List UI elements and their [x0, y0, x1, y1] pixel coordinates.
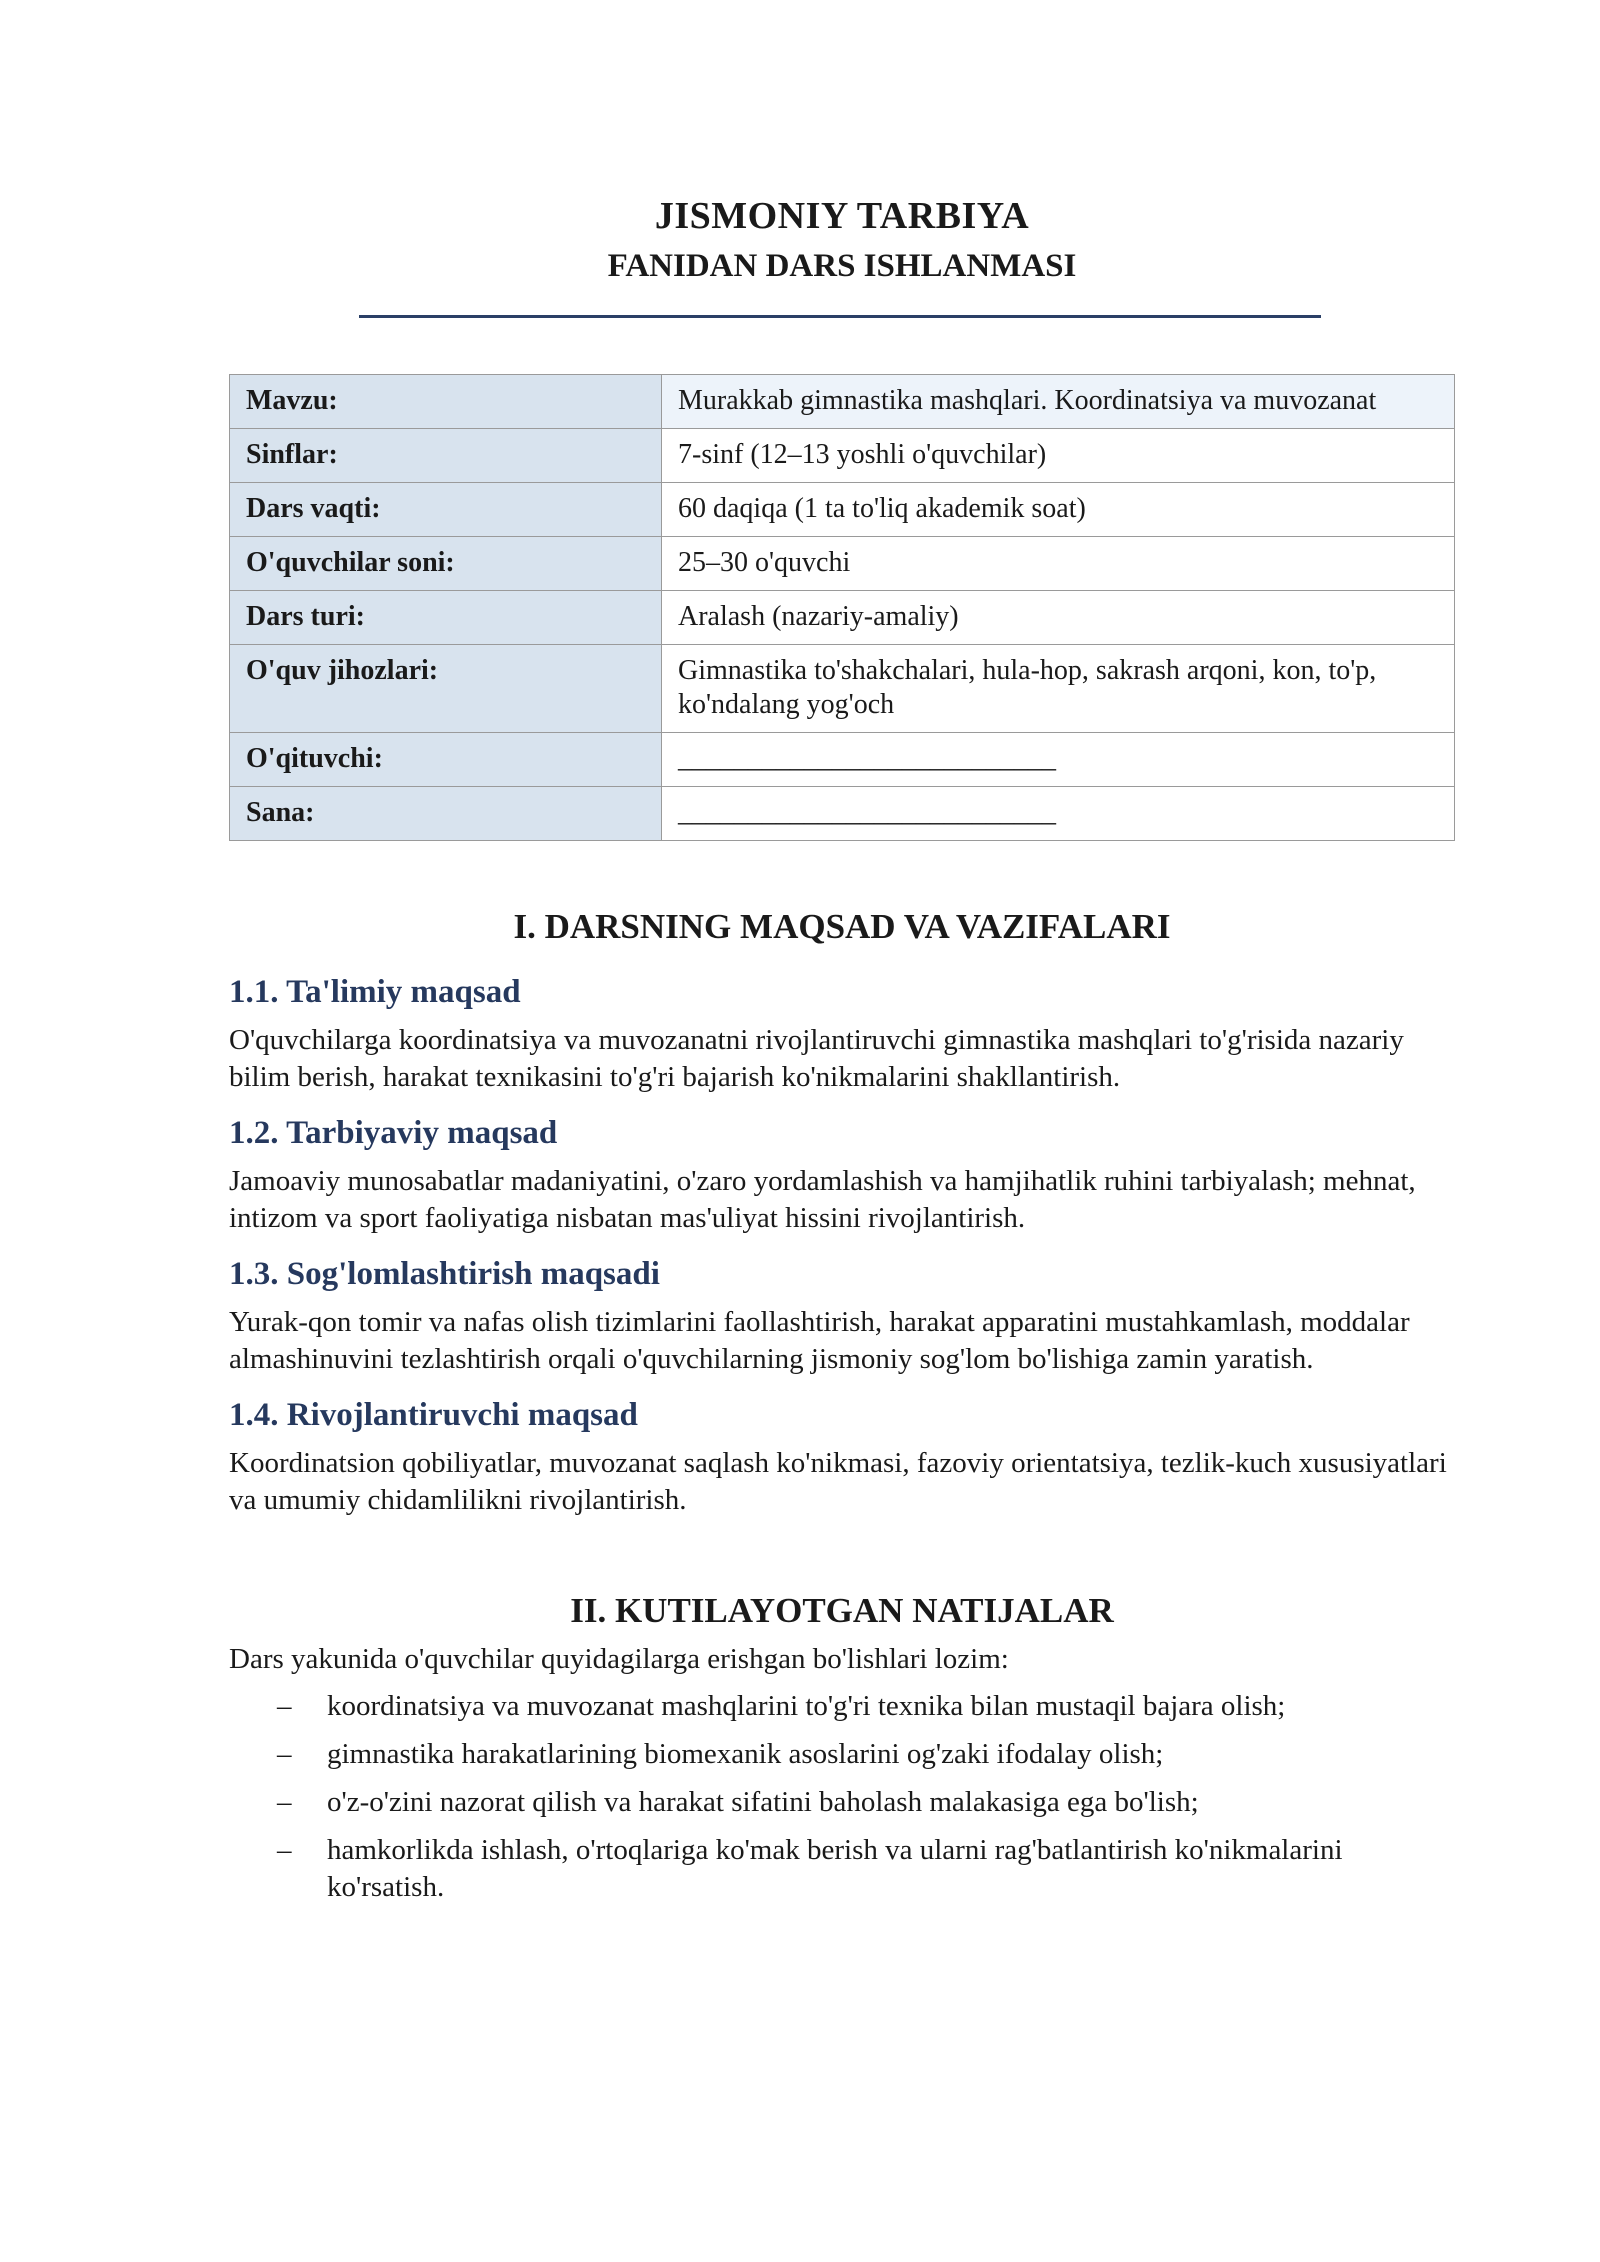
table-row-classes	[230, 429, 1455, 483]
row-value: 25–30 o'quvchi	[662, 537, 1455, 591]
row-value: Gimnastika to'shakchalari, hula-hop, sakrash arqoni, kon, to'p, ko'ndalang yog'och	[662, 645, 1455, 733]
document-subtitle: FANIDAN DARS ISHLANMASI	[607, 248, 1077, 284]
dash-bullet: –	[277, 1786, 292, 1818]
dash-bullet: –	[277, 1738, 292, 1770]
row-key: Dars turi:	[230, 591, 662, 645]
row-key: Sana:	[230, 787, 662, 841]
dash-bullet: –	[277, 1690, 292, 1722]
row-value: ___________________________	[662, 787, 1455, 841]
row-value: Aralash (nazariy-amaliy)	[662, 591, 1455, 645]
subsection-heading: 1.1. Ta'limiy maqsad	[229, 974, 521, 1010]
table-row-student-count	[230, 537, 1455, 591]
table-row-lesson-time	[230, 483, 1455, 537]
subsection-heading: 1.3. Sog'lomlashtirish maqsadi	[229, 1256, 660, 1292]
subsection-text: O'quvchilarga koordinatsiya va muvozanatni rivojlantiruvchi gimnastika mashqlari to'g'risida nazariy bilim berish, harakat texnikasini to'g'ri bajarish ko'nikmalarini shakllantirish.	[229, 1024, 1404, 1093]
lesson-info-table	[229, 374, 1455, 841]
subsection-heading: 1.4. Rivojlantiruvchi maqsad	[229, 1397, 638, 1433]
row-value: Murakkab gimnastika mashqlari. Koordinatsiya va muvozanat	[662, 375, 1455, 429]
table-row-date	[230, 787, 1455, 841]
list-item	[229, 1784, 1455, 1821]
title-divider	[359, 315, 1321, 318]
results-list	[229, 1688, 1455, 1906]
document-page	[229, 0, 1455, 1917]
row-key: Sinflar:	[230, 429, 662, 483]
subsection-text: Jamoaviy munosabatlar madaniyatini, o'zaro yordamlashish va hamjihatlik ruhini tarbiyalash; mehnat, intizom va sport faoliyatiga nisbatan mas'uliyat hissini rivojlantirish.	[229, 1165, 1416, 1234]
dash-bullet: –	[277, 1834, 292, 1866]
results-intro: Dars yakunida o'quvchilar quyidagilarga erishgan bo'lishlari lozim:	[229, 1643, 1009, 1675]
row-value: ___________________________	[662, 733, 1455, 787]
list-item-text: gimnastika harakatlarining biomexanik asoslarini og'zaki ifodalay olish;	[327, 1738, 1164, 1770]
list-item	[229, 1688, 1455, 1725]
table-row-teacher	[230, 733, 1455, 787]
list-item	[229, 1736, 1455, 1773]
subsection-heading: 1.2. Tarbiyaviy maqsad	[229, 1115, 558, 1151]
table-row-topic	[230, 375, 1455, 429]
row-key: Dars vaqti:	[230, 483, 662, 537]
row-value: 7-sinf (12–13 yoshli o'quvchilar)	[662, 429, 1455, 483]
subsection-text: Koordinatsion qobiliyatlar, muvozanat saqlash ko'nikmasi, fazoviy orientatsiya, tezlik-kuch xususiyatlari va umumiy chidamlilikni rivojlantirish.	[229, 1447, 1447, 1516]
row-key: O'quv jihozlari:	[230, 645, 662, 733]
row-key: O'qituvchi:	[230, 733, 662, 787]
section-heading-goals: I. DARSNING MAQSAD VA VAZIFALARI	[513, 907, 1171, 946]
document-title: JISMONIY TARBIYA	[654, 195, 1030, 237]
subsection-text: Yurak-qon tomir va nafas olish tizimlarini faollashtirish, harakat apparatini mustahkamlash, moddalar almashinuvini tezlashtirish orqali o'quvchilarning jismoniy sog'lom bo'lishiga zamin yaratish.	[229, 1306, 1410, 1375]
row-value: 60 daqiqa (1 ta to'liq akademik soat)	[662, 483, 1455, 537]
list-item-text: o'z-o'zini nazorat qilish va harakat sifatini baholash malakasiga ega bo'lish;	[327, 1786, 1199, 1818]
row-key: Mavzu:	[230, 375, 662, 429]
table-row-lesson-type	[230, 591, 1455, 645]
section-heading-results: II. KUTILAYOTGAN NATIJALAR	[570, 1591, 1114, 1630]
row-key: O'quvchilar soni:	[230, 537, 662, 591]
list-item-text: hamkorlikda ishlash, o'rtoqlariga ko'mak berish va ularni rag'batlantirish ko'nikmalarini ko'rsatish.	[327, 1834, 1343, 1903]
list-item	[229, 1832, 1455, 1906]
table-row-equipment	[230, 645, 1455, 733]
list-item-text: koordinatsiya va muvozanat mashqlarini to'g'ri texnika bilan mustaqil bajara olish;	[327, 1690, 1286, 1722]
